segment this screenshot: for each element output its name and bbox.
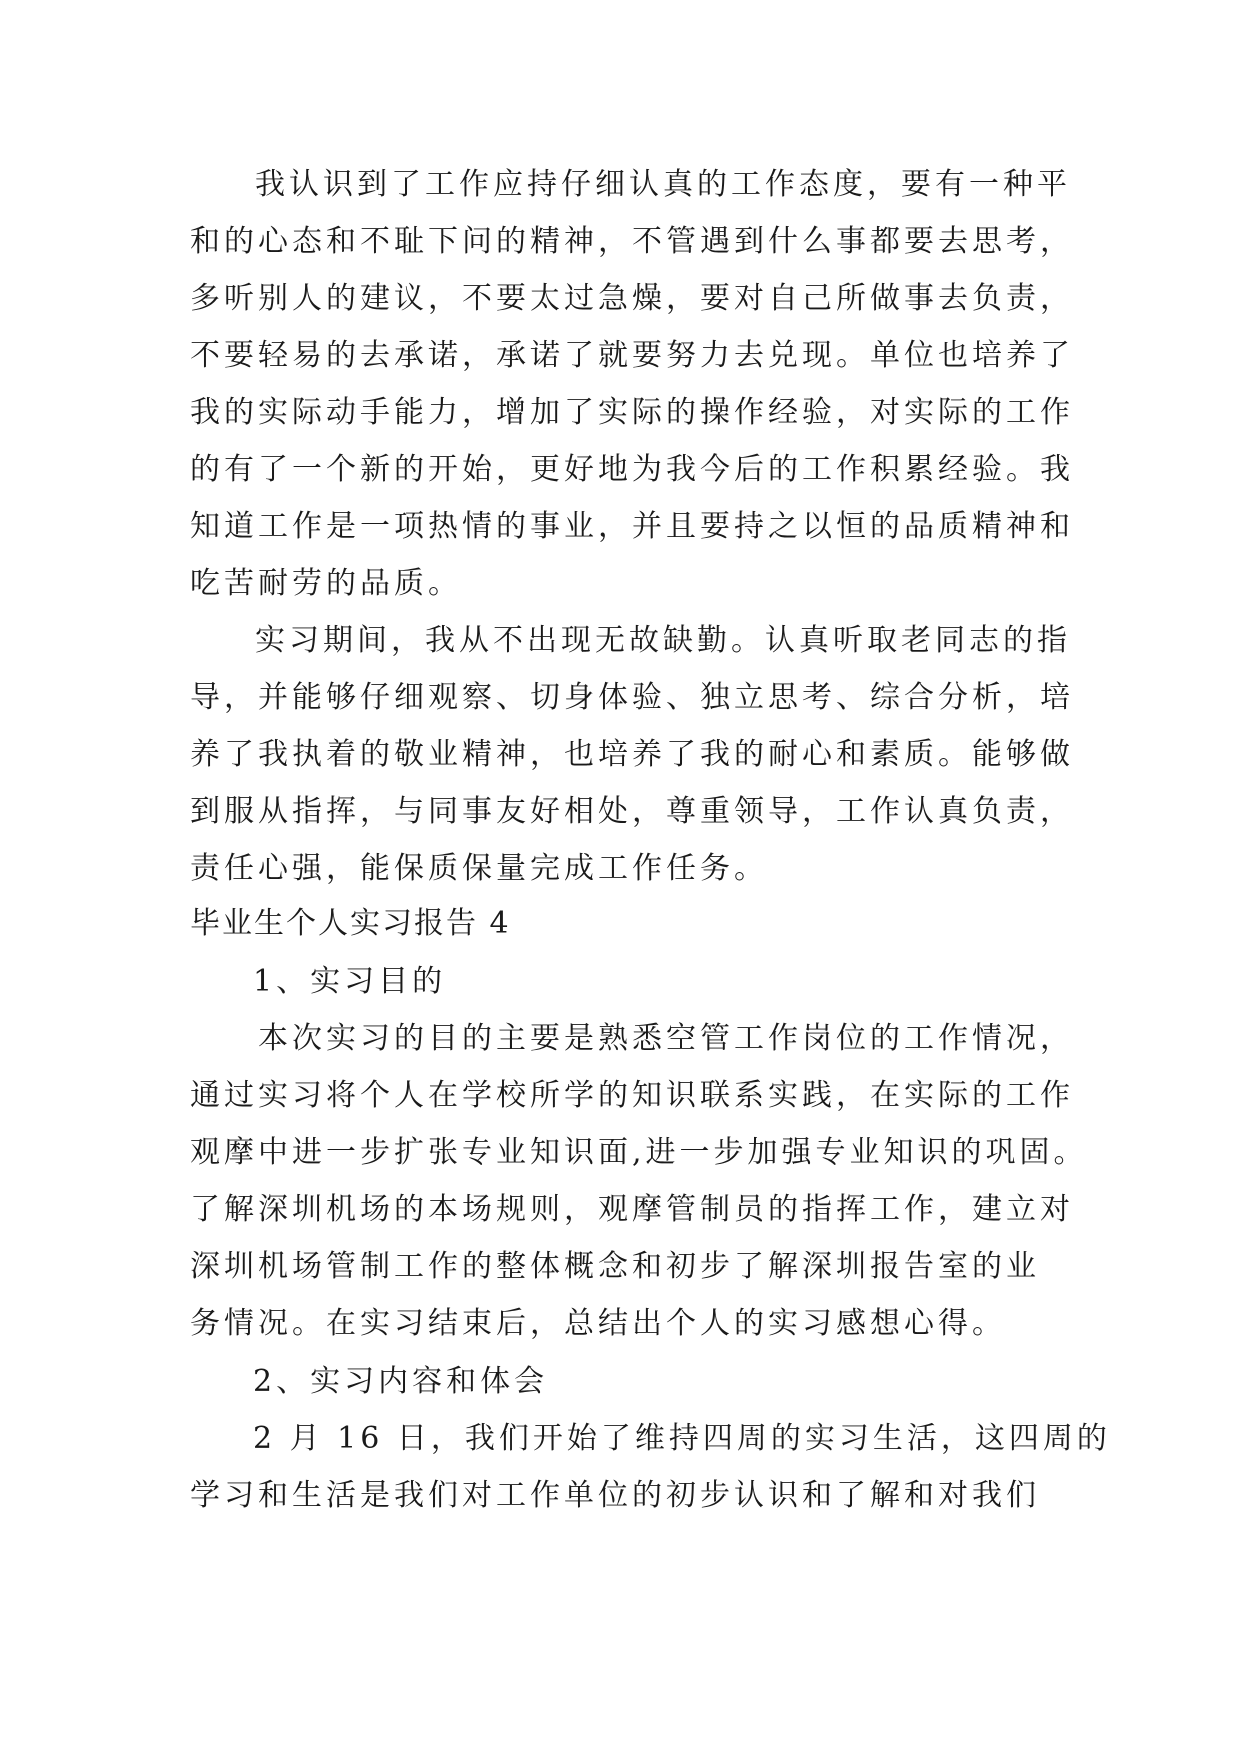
paragraph-line: 养了我执着的敬业精神，也培养了我的耐心和素质。能够做: [190, 737, 1074, 772]
paragraph-line: 责任心强，能保质保量完成工作任务。: [190, 851, 768, 886]
paragraph-line: 本次实习的目的主要是熟悉空管工作岗位的工作情况，: [258, 1021, 1074, 1056]
paragraph-line: 知道工作是一项热情的事业，并且要持之以恒的品质精神和: [190, 509, 1074, 544]
paragraph-line: 多听别人的建议，不要太过急燥，要对自己所做事去负责，: [190, 281, 1074, 316]
paragraph-line: 的有了一个新的开始，更好地为我今后的工作积累经验。我: [190, 452, 1074, 487]
subsection-heading: 2、实习内容和体会: [253, 1364, 549, 1399]
paragraph-line: 我认识到了工作应持仔细认真的工作态度，要有一种平: [255, 167, 1071, 202]
paragraph-line: 务情况。在实习结束后，总结出个人的实习感想心得。: [190, 1306, 1006, 1341]
section-heading: 毕业生个人实习报告 4: [190, 906, 511, 941]
paragraph-line: 观摩中进一步扩张专业知识面,进一步加强专业知识的巩固。: [190, 1135, 1088, 1170]
subsection-heading: 1、实习目的: [253, 964, 447, 999]
paragraph-line: 导，并能够仔细观察、切身体验、独立思考、综合分析，培: [190, 680, 1074, 715]
paragraph-line: 到服从指挥，与同事友好相处，尊重领导，工作认真负责，: [190, 794, 1074, 829]
paragraph-line: 了解深圳机场的本场规则，观摩管制员的指挥工作，建立对: [190, 1192, 1074, 1227]
paragraph-line: 实习期间，我从不出现无故缺勤。认真听取老同志的指: [255, 623, 1071, 658]
paragraph-line: 吃苦耐劳的品质。: [190, 566, 462, 601]
paragraph-line: 深圳机场管制工作的整体概念和初步了解深圳报告室的业: [190, 1249, 1040, 1284]
paragraph-line: 2 月 16 日，我们开始了维持四周的实习生活，这四周的: [253, 1421, 1111, 1456]
paragraph-line: 通过实习将个人在学校所学的知识联系实践，在实际的工作: [190, 1078, 1074, 1113]
paragraph-line: 我的实际动手能力，增加了实际的操作经验，对实际的工作: [190, 395, 1074, 430]
paragraph-line: 学习和生活是我们对工作单位的初步认识和了解和对我们: [190, 1478, 1040, 1513]
paragraph-line: 和的心态和不耻下问的精神，不管遇到什么事都要去思考，: [190, 224, 1074, 259]
paragraph-line: 不要轻易的去承诺，承诺了就要努力去兑现。单位也培养了: [190, 338, 1074, 373]
